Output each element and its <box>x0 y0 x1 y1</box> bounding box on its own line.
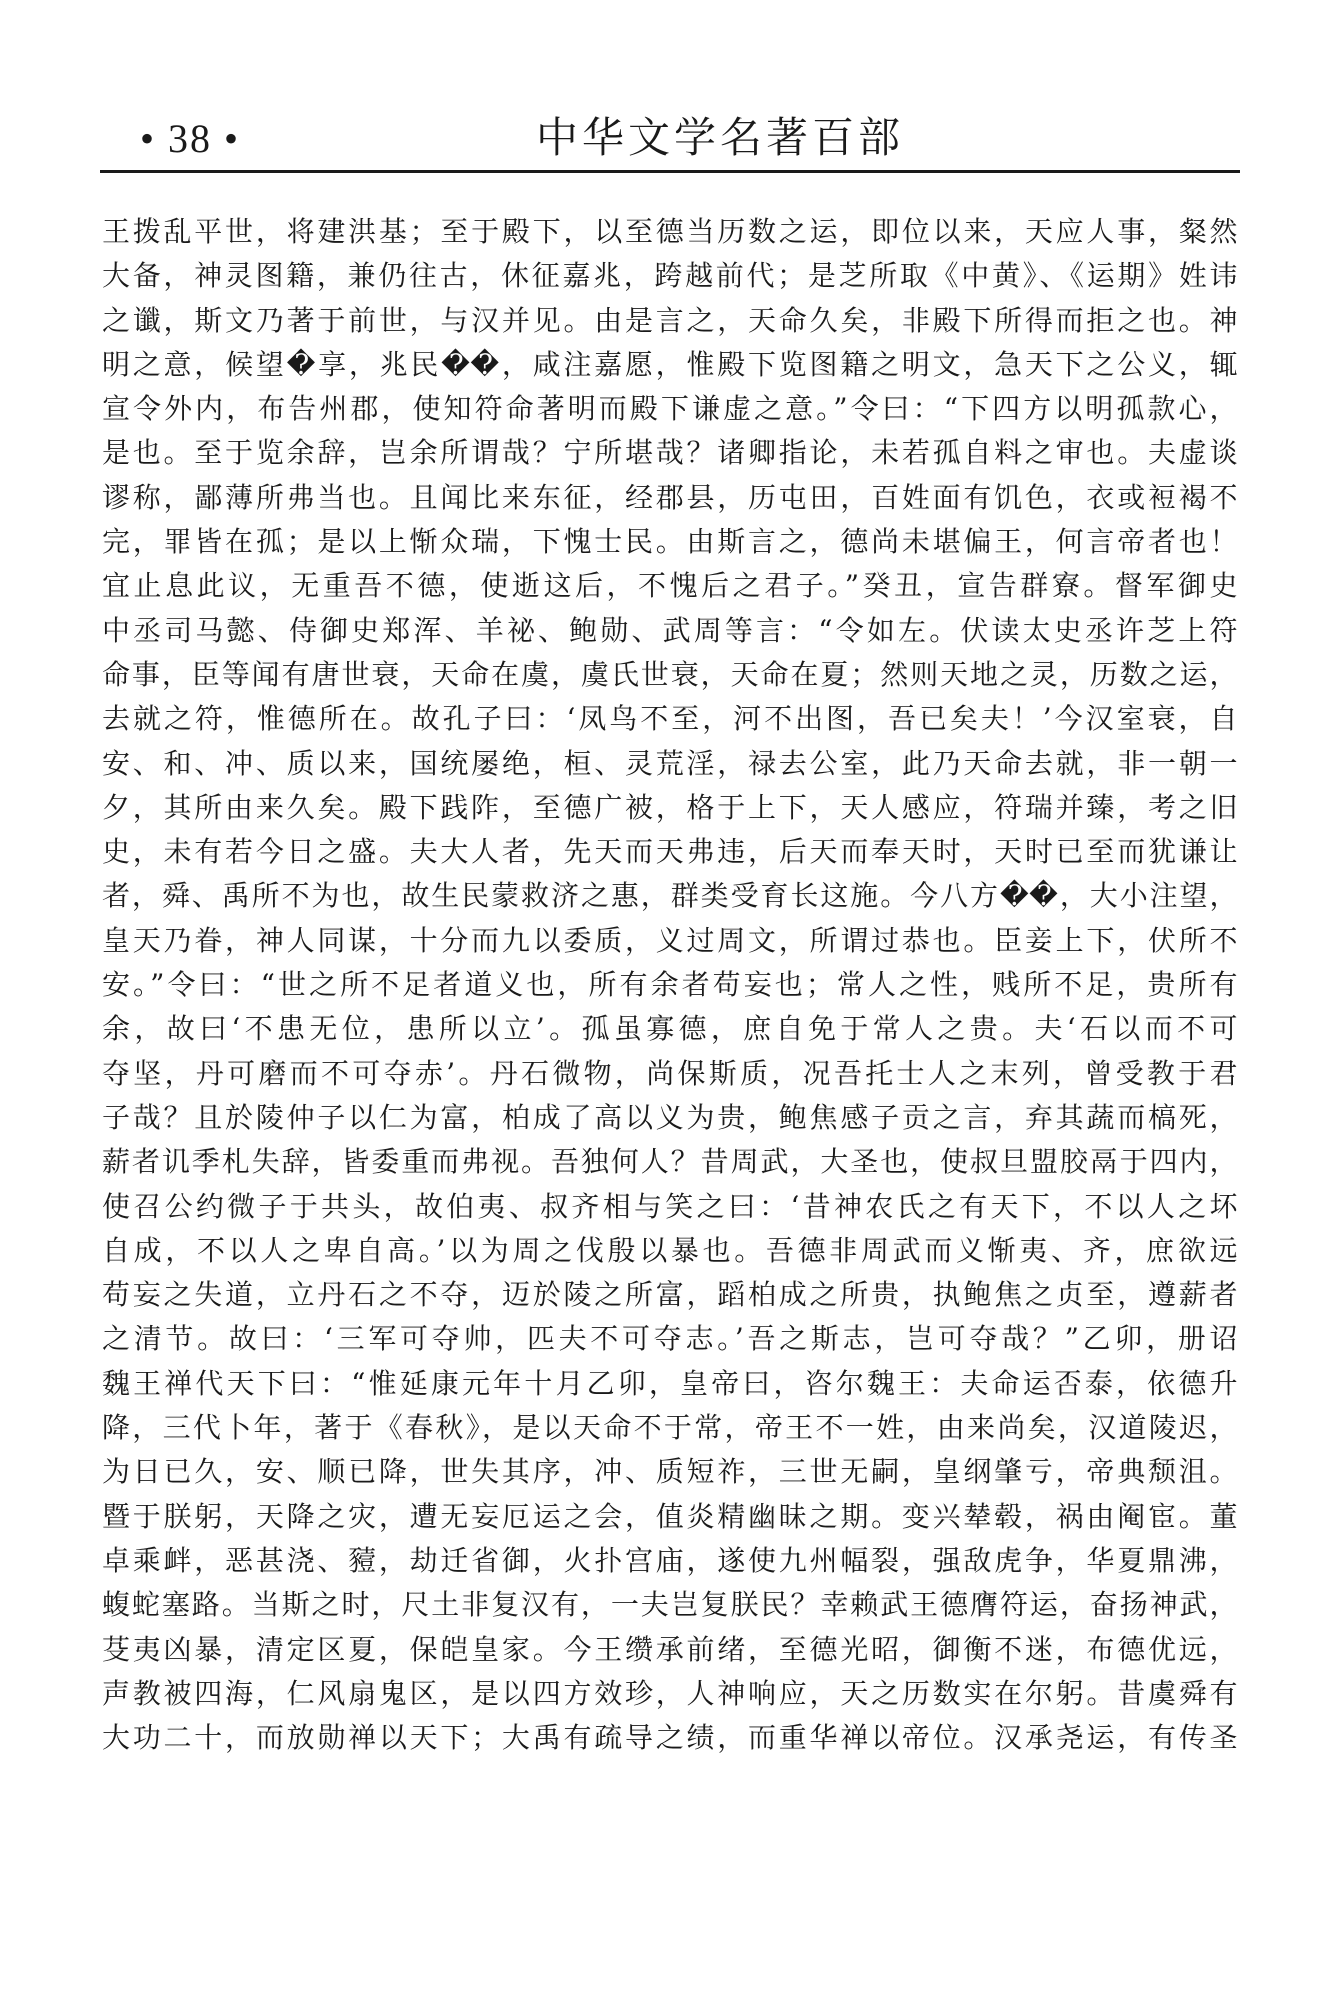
text-line: 去就之符，惟德所在。故孔子曰：‘凤鸟不至，河不出图，吾已矣夫！’今汉室衰，自 <box>102 702 1238 736</box>
text-line: 苟妄之失道，立丹石之不夺，迈於陵之所富，蹈柏成之所贵，执鲍焦之贞至，遵薪者 <box>102 1278 1238 1312</box>
text-line: 卓乘衅，恶甚浇、豷，劫迁省御，火扑宫庙，遂使九州幅裂，强敌虎争，华夏鼎沸， <box>102 1543 1238 1577</box>
text-line: 夺坚，丹可磨而不可夺赤’。丹石微物，尚保斯质，况吾托士人之末列，曾受教于君 <box>102 1056 1238 1090</box>
text-line: 谬称，鄙薄所弗当也。且闻比来东征，经郡县，历屯田，百姓面有饥色，衣或裋褐不 <box>102 480 1238 514</box>
text-line: 使召公约微子于共头，故伯夷、叔齐相与笑之曰：‘昔神农氏之有天下，不以人之坏 <box>102 1189 1238 1223</box>
text-line: 芟夷凶暴，清定区夏，保皑皇家。今王缵承前绪，至德光昭，御衡不迷，布德优远， <box>102 1632 1238 1666</box>
text-line: 魏王禅代天下曰：“惟延康元年十月乙卯，皇帝曰，咨尔魏王：夫命运否泰，依德升 <box>102 1366 1238 1400</box>
text-line: 是也。至于览余辞，岂余所谓哉？宁所堪哉？诸卿指论，未若孤自料之审也。夫虚谈 <box>102 436 1238 470</box>
text-line: 声教被四海，仁风扇鬼区，是以四方效珍，人神响应，天之历数实在尔躬。昔虞舜有 <box>102 1676 1238 1710</box>
text-line: 宣令外内，布告州郡，使知符命著明而殿下谦虚之意。”令曰：“下四方以明孤款心， <box>102 392 1238 426</box>
text-line: 安。”令曰：“世之所不足者道义也，所有余者苟妄也；常人之性，贱所不足，贵所有 <box>102 968 1238 1002</box>
series-title: 中华文学名著百部 <box>535 113 904 162</box>
text-line: 之清节。故曰：‘三军可夺帅，匹夫不可夺志。’吾之斯志，岂可夺哉？”乙卯，册诏 <box>102 1322 1238 1356</box>
text-line: 为日已久，安、顺已降，世失其序，冲、质短祚，三世无嗣，皇纲肇亏，帝典颓沮。 <box>102 1455 1238 1489</box>
text-line: 大备，神灵图籍，兼仍往古，休征嘉兆，跨越前代；是芝所取《中黄》、《运期》姓讳 <box>102 259 1238 293</box>
text-line: 蝮蛇塞路。当斯之时，尺土非复汉有，一夫岂复朕民？幸赖武王德膺符运，奋扬神武， <box>102 1588 1238 1622</box>
text-line: 安、和、冲、质以来，国统屡绝，桓、灵荒淫，禄去公室，此乃天命去就，非一朝一 <box>102 746 1238 780</box>
text-line: 命事，臣等闻有唐世衰，天命在虞，虞氏世衰，天命在夏；然则天地之灵，历数之运， <box>102 657 1238 691</box>
text-line: 薪者讥季札失辞，皆委重而弗视。吾独何人？昔周武，大圣也，使叔旦盟胶鬲于四内， <box>102 1145 1238 1179</box>
text-line: 暨于朕躬，天降之灾，遭无妄厄运之会，值炎精幽昧之期。变兴辇毂，祸由阉宦。董 <box>102 1499 1238 1533</box>
text-line: 皇天乃眷，神人同谋，十分而九以委质，义过周文，所谓过恭也。臣妾上下，伏所不 <box>102 923 1238 957</box>
text-line: 夕，其所由来久矣。殿下践阼，至德广被，格于上下，天人感应，符瑞并臻，考之旧 <box>102 790 1238 824</box>
header-rule <box>100 170 1240 173</box>
text-line: 者，舜、禹所不为也，故生民蒙救济之惠，群类受育长这施。今八方��，大小注望， <box>102 879 1238 913</box>
text-line: 子哉？且於陵仲子以仁为富，柏成了高以义为贵，鲍焦感子贡之言，弃其蔬而槁死， <box>102 1100 1238 1134</box>
running-header <box>100 100 1240 176</box>
page-number: • 38 • <box>140 116 241 161</box>
text-line: 自成，不以人之卑自高。’以为周之伐殷以暴也。吾德非周武而义惭夷、齐，庶欲远 <box>102 1233 1238 1267</box>
body-text <box>102 210 1238 1760</box>
text-line: 之谶，斯文乃著于前世，与汉并见。由是言之，天命久矣，非殿下所得而拒之也。神 <box>102 303 1238 337</box>
text-line: 宜止息此议，无重吾不德，使逝这后，不愧后之君子。”癸丑，宣告群寮。督军御史 <box>102 569 1238 603</box>
text-line: 中丞司马懿、侍御史郑浑、羊祕、鲍勋、武周等言：“令如左。伏读太史丞许芝上符 <box>102 613 1238 647</box>
text-line: 完，罪皆在孤；是以上惭众瑞，下愧士民。由斯言之，德尚未堪偏王，何言帝者也！ <box>102 525 1238 559</box>
text-line: 史，未有若今日之盛。夫大人者，先天而天弗违，后天而奉天时，天时已至而犹谦让 <box>102 835 1238 869</box>
text-line: 王拨乱平世，将建洪基；至于殿下，以至德当历数之运，即位以来，天应人事，粲然 <box>102 215 1238 248</box>
text-line: 降，三代卜年，著于《春秋》，是以天命不于常，帝王不一姓，由来尚矣，汉道陵迟， <box>102 1411 1238 1445</box>
text-line: 明之意，候望�享，兆民��，咸注嘉愿，惟殿下览图籍之明文，急天下之公义，辄 <box>102 347 1238 381</box>
text-line: 余，故曰‘不患无位，患所以立’。孤虽寡德，庶自免于常人之贵。夫‘石以而不可 <box>102 1012 1238 1046</box>
text-line: 大功二十，而放勋禅以天下；大禹有疏导之绩，而重华禅以帝位。汉承尧运，有传圣 <box>102 1721 1238 1755</box>
